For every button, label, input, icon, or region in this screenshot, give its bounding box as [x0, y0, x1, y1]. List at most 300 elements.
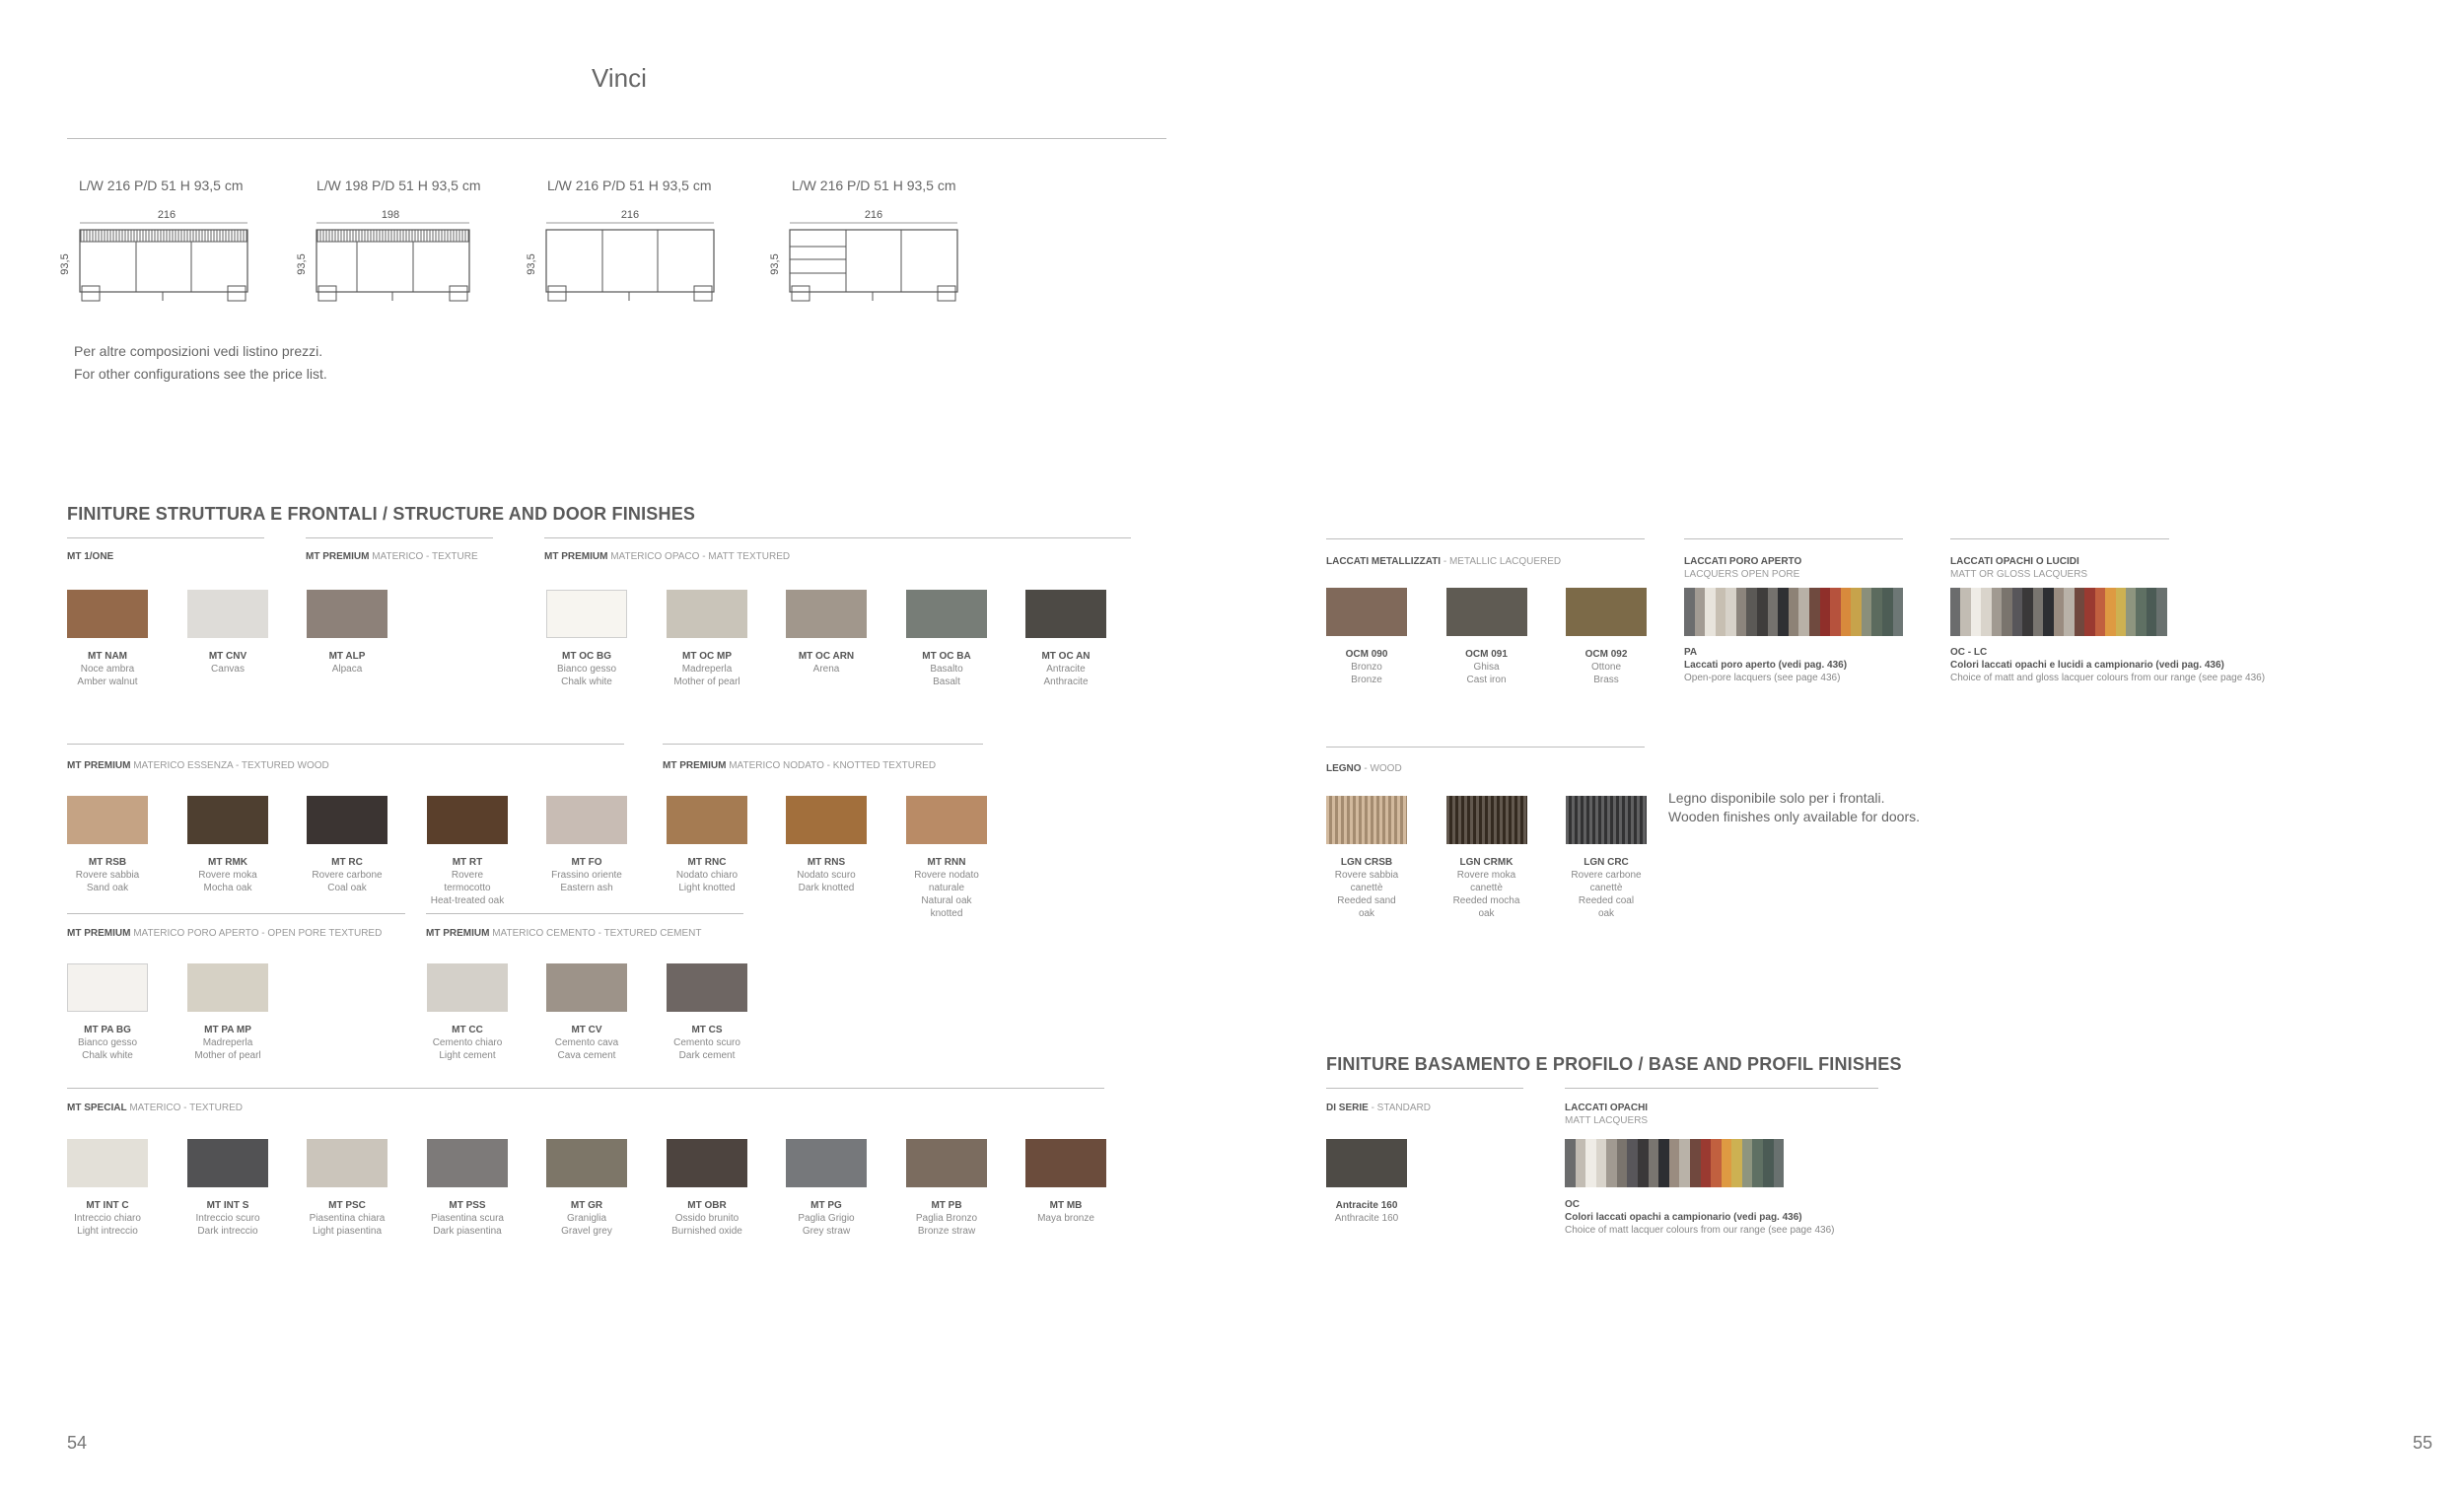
- cabinet-drawing-3: [526, 202, 723, 306]
- swatch-mt-mb: [1025, 1139, 1106, 1225]
- swatch-name: Reeded coal: [1578, 895, 1635, 906]
- swatch-chip: [427, 1139, 508, 1187]
- cabinet-drawing-4: [769, 202, 966, 306]
- group-label-metallic: LACCATI METALLIZZATI - METALLIC LACQUERED: [1326, 556, 1562, 567]
- swatch-chip: [307, 1139, 387, 1187]
- swatch-code: MT RC: [331, 857, 363, 868]
- swatch-chip: [187, 1139, 268, 1187]
- group-label-wood: LEGNO - WOOD: [1326, 763, 1402, 774]
- swatch-name: Dark intreccio: [197, 1226, 258, 1237]
- swatch-name: Cemento scuro: [673, 1037, 740, 1048]
- group-label-openpore: LACCATI PORO APERTO LACQUERS OPEN PORE: [1684, 556, 1802, 580]
- height-dim-2: 93,5: [296, 253, 308, 275]
- swatch-code: OCM 090: [1345, 649, 1388, 660]
- group-line-8: [67, 1088, 1104, 1089]
- swatch-name: Rovere moka: [1456, 870, 1516, 881]
- swatch-name: Intreccio scuro: [195, 1213, 260, 1224]
- swatch-name: Bronze straw: [917, 1226, 976, 1237]
- lacquer-stripe: [2075, 588, 2084, 636]
- group-label-knotted: MT PREMIUM MATERICO NODATO - KNOTTED TEXTURED: [663, 760, 937, 771]
- swatch-name: Nodato scuro: [797, 870, 856, 881]
- swatch-name: Cemento cava: [554, 1037, 619, 1048]
- swatch-code: MT PA MP: [204, 1025, 251, 1035]
- swatch-mt-psc: [307, 1139, 387, 1238]
- swatch-mt-rsb: [67, 796, 148, 894]
- swatch-mt-cnv: [187, 590, 268, 676]
- swatch-code: LGN CRC: [1584, 857, 1629, 868]
- group-line-3: [544, 537, 1131, 538]
- swatch-code: MT INT S: [206, 1200, 249, 1211]
- swatch-chip: [1446, 588, 1527, 636]
- swatch-chip: [1025, 590, 1106, 638]
- lacquer-stripe: [2147, 588, 2156, 636]
- swatch-code: MT RNS: [807, 857, 846, 868]
- config-label-4: L/W 216 P/D 51 H 93,5 cm: [792, 178, 956, 193]
- wood-note: [1668, 789, 1920, 826]
- swatch-name: canettè: [1589, 883, 1623, 893]
- lacquer-stripe: [2126, 588, 2136, 636]
- group-line-2: [306, 537, 493, 538]
- lacquer-stripe: [2156, 588, 2166, 636]
- swatch-name: Rovere sabbia: [1334, 870, 1399, 881]
- serie-line: [1326, 1088, 1523, 1089]
- group-label-serie: DI SERIE - STANDARD: [1326, 1103, 1431, 1113]
- swatch-name: Ghisa: [1473, 662, 1500, 673]
- swatch-chip: [427, 963, 508, 1012]
- swatch-name: Dark piasentina: [433, 1226, 502, 1237]
- swatch-chip: [667, 963, 747, 1012]
- swatch-code: MT OBR: [687, 1200, 727, 1211]
- swatch-chip: [906, 590, 987, 638]
- swatch-name: Graniglia: [566, 1213, 607, 1224]
- lacquer-stripe: [1617, 1139, 1628, 1187]
- swatch-code: OCM 092: [1584, 649, 1628, 660]
- mattgloss-color-strip: [1950, 588, 2167, 636]
- swatch-chip: [67, 796, 148, 844]
- swatch-mt-gr: [546, 1139, 627, 1238]
- group-line-1: [67, 537, 264, 538]
- page-number-right: 55: [2413, 1433, 2433, 1453]
- swatch-name: Arena: [812, 664, 840, 675]
- swatch-mt-oc-arn: [786, 590, 867, 676]
- swatch-code: MT CC: [452, 1025, 483, 1035]
- lacquer-stripe: [1716, 588, 1726, 636]
- swatch-name: Grey straw: [802, 1226, 851, 1237]
- lacquer-stripe: [2022, 588, 2032, 636]
- swatch-name: Reeded mocha: [1452, 895, 1520, 906]
- lacquer-stripe: [2105, 588, 2115, 636]
- swatch-mt-pg: [786, 1139, 867, 1238]
- group-label-cement: MT PREMIUM MATERICO CEMENTO - TEXTURED CEMENT: [426, 928, 702, 939]
- lacquer-stripe: [1731, 1139, 1742, 1187]
- lacquer-stripe: [2054, 588, 2064, 636]
- swatch-code: MT FO: [571, 857, 602, 868]
- swatch-chip: [67, 1139, 148, 1187]
- swatch-chip: [187, 796, 268, 844]
- lacquer-stripe: [1789, 588, 1799, 636]
- lacquer-stripe: [2084, 588, 2094, 636]
- base-matt-line: [1565, 1088, 1878, 1089]
- swatch-code: LGN CRMK: [1459, 857, 1514, 868]
- lacquer-stripe: [1565, 1139, 1576, 1187]
- page-number-left: 54: [67, 1433, 88, 1453]
- group-label-base-matt: LACCATI OPACHI MATT LACQUERS: [1565, 1103, 1649, 1126]
- swatch-chip: [1326, 588, 1407, 636]
- group-line-6: [67, 913, 405, 914]
- lacquer-stripe: [1649, 1139, 1659, 1187]
- width-dim-1: 216: [157, 209, 176, 221]
- swatch-name: Rovere carbone: [1571, 870, 1642, 881]
- swatch-mt-oc-bg: [546, 590, 627, 688]
- swatch-mt-obr: [667, 1139, 747, 1238]
- lacquer-stripe: [1871, 588, 1882, 636]
- width-dim-3: 216: [620, 209, 640, 221]
- swatch-mt-rnc: [667, 796, 747, 894]
- base-matt-color-strip: [1565, 1139, 1784, 1187]
- swatch-code: MT RMK: [208, 857, 247, 868]
- swatch-name: Anthracite 160: [1334, 1213, 1399, 1224]
- swatch-name: Cast iron: [1466, 675, 1507, 685]
- swatch-chip: [1326, 1139, 1407, 1187]
- lacquer-stripe: [1809, 588, 1820, 636]
- lacquer-stripe: [1736, 588, 1747, 636]
- base-finishes-title: FINITURE BASAMENTO E PROFILO / BASE AND PROFIL FINISHES: [1326, 1054, 1902, 1074]
- lacquer-stripe: [1711, 1139, 1722, 1187]
- swatch-name: Ottone: [1590, 662, 1622, 673]
- structure-finishes-title: FINITURE STRUTTURA E FRONTALI / STRUCTURE AND DOOR FINISHES: [67, 504, 696, 524]
- swatch-name: Gravel grey: [561, 1226, 612, 1237]
- group-label-premium-texture: MT PREMIUM MATERICO - TEXTURE: [306, 551, 478, 562]
- swatch-chip: [67, 963, 148, 1012]
- swatch-name: Amber walnut: [77, 676, 138, 687]
- swatch-mt-pa-bg: [67, 963, 148, 1062]
- swatch-name: Madreperla: [202, 1037, 253, 1048]
- swatch-chip: [546, 590, 627, 638]
- swatch-name: Bronzo: [1351, 662, 1382, 673]
- lacquer-stripe: [2033, 588, 2043, 636]
- swatch-chip: [786, 1139, 867, 1187]
- swatch-code: MT MB: [1049, 1200, 1083, 1211]
- swatch-code: MT ALP: [328, 651, 366, 662]
- swatch-chip: [906, 1139, 987, 1187]
- lacquer-stripe: [2012, 588, 2022, 636]
- swatch-chip: [546, 963, 627, 1012]
- lacquer-stripe: [1606, 1139, 1617, 1187]
- swatch-code: MT OC BG: [562, 651, 611, 662]
- openpore-line: [1684, 538, 1903, 539]
- swatch-lgn-crmk: [1446, 796, 1527, 920]
- openpore-info: PA Laccati poro aperto (vedi pag. 436) Open-pore lacquers (see page 436): [1684, 647, 1848, 683]
- lacquer-stripe: [1722, 1139, 1732, 1187]
- metallic-line: [1326, 538, 1645, 539]
- lacquer-stripe: [1679, 1139, 1690, 1187]
- lacquer-stripe: [1830, 588, 1841, 636]
- lacquer-stripe: [1981, 588, 1991, 636]
- note-it: Per altre composizioni vedi listino prezzi.: [74, 343, 323, 359]
- swatch-name: Noce ambra: [80, 664, 135, 675]
- swatch-name: Bronze: [1351, 675, 1382, 685]
- lacquer-stripe: [1596, 1139, 1607, 1187]
- swatch-name: Heat-treated oak: [430, 895, 505, 906]
- swatch-name: Reeded sand: [1337, 895, 1396, 906]
- lacquer-stripe: [1742, 1139, 1753, 1187]
- swatch-name: Ossido brunito: [674, 1213, 739, 1224]
- swatch-code: OCM 091: [1465, 649, 1508, 660]
- lacquer-stripe: [1820, 588, 1831, 636]
- swatch-name: Sand oak: [86, 883, 129, 893]
- swatch-mt-pa-mp: [187, 963, 268, 1062]
- swatch-name: Intreccio chiaro: [74, 1213, 141, 1224]
- lacquer-stripe: [1882, 588, 1893, 636]
- swatch-name: Basalt: [933, 676, 960, 687]
- swatch-code: MT CV: [571, 1025, 602, 1035]
- swatch-mt-cs: [667, 963, 747, 1062]
- swatch-code: MT GR: [570, 1200, 603, 1211]
- lacquer-stripe: [1725, 588, 1736, 636]
- swatch-code: MT NAM: [88, 651, 127, 662]
- swatch-mt-pss: [427, 1139, 508, 1238]
- swatch-name: Light piasentina: [312, 1226, 383, 1237]
- swatch-mt-rns: [786, 796, 867, 894]
- lacquer-stripe: [1701, 1139, 1712, 1187]
- lacquer-stripe: [2116, 588, 2126, 636]
- swatch-code: MT RNC: [687, 857, 727, 868]
- swatch-code: MT OC BA: [922, 651, 971, 662]
- swatch-code: MT OC MP: [682, 651, 732, 662]
- swatch-mt-nam: [67, 590, 148, 688]
- swatch-chip: [187, 590, 268, 638]
- swatch-name: Bianco gesso: [556, 664, 617, 675]
- swatch-code: MT RNN: [927, 857, 966, 868]
- swatch-chip: [667, 1139, 747, 1187]
- lacquer-stripe: [1695, 588, 1706, 636]
- swatch-code: MT CNV: [208, 651, 247, 662]
- swatch-name: Chalk white: [561, 676, 612, 687]
- swatch-mt-oc-mp: [667, 590, 747, 688]
- swatch-name: Eastern ash: [560, 883, 613, 893]
- height-dim-4: 93,5: [769, 253, 781, 275]
- height-dim-3: 93,5: [526, 253, 537, 275]
- swatch-name: Mocha oak: [203, 883, 252, 893]
- swatch-chip: [307, 590, 387, 638]
- group-label-open-pore: MT PREMIUM MATERICO PORO APERTO - OPEN PORE TEXTURED: [67, 928, 383, 939]
- lacquer-stripe: [2136, 588, 2146, 636]
- page-title: Vinci: [592, 63, 647, 93]
- swatch-code: MT OC ARN: [798, 651, 855, 662]
- cabinet-drawing-2: [296, 202, 493, 306]
- swatch-name: Basalto: [930, 664, 963, 675]
- swatch-name: Light cement: [439, 1050, 496, 1061]
- lacquer-stripe: [1774, 1139, 1785, 1187]
- swatch-name: Cava cement: [557, 1050, 616, 1061]
- swatch-name: Antracite: [1046, 664, 1086, 675]
- base-matt-info: OC Colori laccati opachi a campionario (vedi pag. 436) Choice of matt lacquer colours from our range (see page 436): [1565, 1199, 1835, 1236]
- swatch-chip: [1446, 796, 1527, 844]
- swatch-name: Rovere sabbia: [75, 870, 140, 881]
- swatch-name: Dark cement: [678, 1050, 736, 1061]
- swatch-chip: [786, 796, 867, 844]
- swatch-mt-cc: [427, 963, 508, 1062]
- lacquer-stripe: [1763, 1139, 1774, 1187]
- lacquer-stripe: [1851, 588, 1862, 636]
- wood-note-it: Legno disponibile solo per i frontali.: [1668, 790, 1885, 806]
- group-label-1t1one: MT 1/ONE: [67, 551, 114, 562]
- group-line-4: [67, 744, 624, 745]
- lacquer-stripe: [2043, 588, 2053, 636]
- note-en: For other configurations see the price list.: [74, 366, 327, 382]
- lacquer-stripe: [1768, 588, 1779, 636]
- swatch-antracite-160: [1326, 1139, 1407, 1225]
- swatch-name: Light knotted: [678, 883, 736, 893]
- swatch-chip: [187, 963, 268, 1012]
- group-line-7: [426, 913, 743, 914]
- lacquer-stripe: [1638, 1139, 1649, 1187]
- swatch-code: MT PSS: [449, 1200, 486, 1211]
- swatch-name: Frassino oriente: [551, 870, 622, 881]
- title-divider: [67, 138, 1166, 139]
- swatch-code: MT PG: [810, 1200, 842, 1211]
- swatch-code: MT RT: [452, 857, 483, 868]
- swatch-chip: [67, 590, 148, 638]
- swatch-chip: [546, 796, 627, 844]
- config-label-1: L/W 216 P/D 51 H 93,5 cm: [79, 178, 244, 193]
- lacquer-stripe: [1627, 1139, 1638, 1187]
- group-line-5: [663, 744, 983, 745]
- swatch-code: MT CS: [691, 1025, 723, 1035]
- swatch-name: Light intreccio: [77, 1226, 138, 1237]
- group-label-special: MT SPECIAL MATERICO - TEXTURED: [67, 1103, 243, 1113]
- swatch-mt-rmk: [187, 796, 268, 894]
- openpore-color-strip: [1684, 588, 1903, 636]
- lacquer-stripe: [1705, 588, 1716, 636]
- swatch-ocm-092: [1566, 588, 1647, 686]
- swatch-name: Burnished oxide: [671, 1226, 742, 1237]
- swatch-mt-oc-ba: [906, 590, 987, 688]
- swatch-name: Bianco gesso: [77, 1037, 138, 1048]
- swatch-name: Paglia Bronzo: [915, 1213, 978, 1224]
- lacquer-stripe: [1971, 588, 1981, 636]
- swatch-name: Piasentina scura: [431, 1213, 504, 1224]
- swatch-name: oak: [1597, 908, 1615, 919]
- swatch-name: Dark knotted: [798, 883, 855, 893]
- group-label-mattgloss: LACCATI OPACHI O LUCIDI MATT OR GLOSS LACQUERS: [1950, 556, 2088, 580]
- swatch-lgn-crc: [1566, 796, 1647, 920]
- cabinet-drawing-1: [59, 202, 256, 306]
- swatch-name: Rovere carbone: [312, 870, 383, 881]
- config-label-3: L/W 216 P/D 51 H 93,5 cm: [547, 178, 712, 193]
- swatch-name: Madreperla: [681, 664, 733, 675]
- swatch-name: Canvas: [211, 664, 245, 675]
- swatch-mt-cv: [546, 963, 627, 1062]
- swatch-mt-oc-an: [1025, 590, 1106, 688]
- swatch-chip: [1566, 796, 1647, 844]
- width-dim-2: 198: [381, 209, 400, 221]
- mattgloss-info: OC - LC Colori laccati opachi e lucidi a campionario (vedi pag. 436) Choice of matt and gloss lacquer colours from our range (see page 436): [1950, 647, 2266, 683]
- lacquer-stripe: [1950, 588, 1960, 636]
- swatch-mt-alp: [307, 590, 387, 676]
- swatch-name: Chalk white: [82, 1050, 133, 1061]
- group-label-textured-wood: MT PREMIUM MATERICO ESSENZA - TEXTURED WOOD: [67, 760, 329, 771]
- swatch-chip: [427, 796, 508, 844]
- swatch-name: Paglia Grigio: [798, 1213, 855, 1224]
- lacquer-stripe: [1684, 588, 1695, 636]
- swatch-code: MT RSB: [88, 857, 127, 868]
- swatch-code: MT PB: [931, 1200, 962, 1211]
- lacquer-stripe: [1992, 588, 2002, 636]
- swatch-name: Mother of pearl: [673, 676, 740, 687]
- swatch-name: Anthracite: [1043, 676, 1089, 687]
- lacquer-stripe: [1658, 1139, 1669, 1187]
- lacquer-stripe: [1841, 588, 1852, 636]
- swatch-code: MT PA BG: [84, 1025, 131, 1035]
- swatch-lgn-crsb: [1326, 796, 1407, 920]
- width-dim-4: 216: [864, 209, 883, 221]
- swatch-chip: [667, 796, 747, 844]
- swatch-mt-rnn: [906, 796, 987, 920]
- config-label-2: L/W 198 P/D 51 H 93,5 cm: [317, 178, 481, 193]
- swatch-code: MT PSC: [328, 1200, 366, 1211]
- swatch-name: Alpaca: [331, 664, 363, 675]
- swatch-mt-int-s: [187, 1139, 268, 1238]
- swatch-chip: [786, 590, 867, 638]
- swatch-code: LGN CRSB: [1340, 857, 1393, 868]
- lacquer-stripe: [1798, 588, 1809, 636]
- swatch-chip: [906, 796, 987, 844]
- lacquer-stripe: [2002, 588, 2011, 636]
- wood-note-en: Wooden finishes only available for doors.: [1668, 809, 1921, 824]
- swatch-ocm-090: [1326, 588, 1407, 686]
- swatch-chip: [1326, 796, 1407, 844]
- lacquer-stripe: [1690, 1139, 1701, 1187]
- swatch-name: Mother of pearl: [194, 1050, 261, 1061]
- lacquer-stripe: [1778, 588, 1789, 636]
- swatch-mt-rt: [427, 796, 508, 907]
- swatch-name: Coal oak: [327, 883, 367, 893]
- swatch-mt-rc: [307, 796, 387, 894]
- group-label-premium-matt: MT PREMIUM MATERICO OPACO - MATT TEXTURED: [544, 551, 791, 562]
- swatch-name: canettè: [1350, 883, 1383, 893]
- lacquer-stripe: [1746, 588, 1757, 636]
- lacquer-stripe: [1669, 1139, 1680, 1187]
- swatch-ocm-091: [1446, 588, 1527, 686]
- swatch-name: Piasentina chiara: [309, 1213, 386, 1224]
- swatch-code: MT INT C: [86, 1200, 129, 1211]
- swatch-name: canettè: [1470, 883, 1503, 893]
- lacquer-stripe: [1862, 588, 1872, 636]
- swatch-chip: [546, 1139, 627, 1187]
- swatch-name: Cemento chiaro: [432, 1037, 503, 1048]
- swatch-chip: [1025, 1139, 1106, 1187]
- swatch-chip: [1566, 588, 1647, 636]
- swatch-name: Rovere moka: [198, 870, 257, 881]
- height-dim-1: 93,5: [59, 253, 71, 275]
- lacquer-stripe: [2064, 588, 2074, 636]
- lacquer-stripe: [1960, 588, 1970, 636]
- swatch-chip: [667, 590, 747, 638]
- lacquer-stripe: [2095, 588, 2105, 636]
- lacquer-stripe: [1576, 1139, 1586, 1187]
- swatch-name: Rovere termocotto: [444, 870, 491, 893]
- swatch-name: Rovere nodato naturale: [914, 870, 979, 893]
- swatch-mt-pb: [906, 1139, 987, 1238]
- swatch-name: oak: [1358, 908, 1375, 919]
- swatch-name: Natural oak knotted: [921, 895, 972, 919]
- swatch-chip: [307, 796, 387, 844]
- swatch-code: Antracite 160: [1335, 1200, 1398, 1211]
- lacquer-stripe: [1585, 1139, 1596, 1187]
- lacquer-stripe: [1757, 588, 1768, 636]
- swatch-name: oak: [1478, 908, 1495, 919]
